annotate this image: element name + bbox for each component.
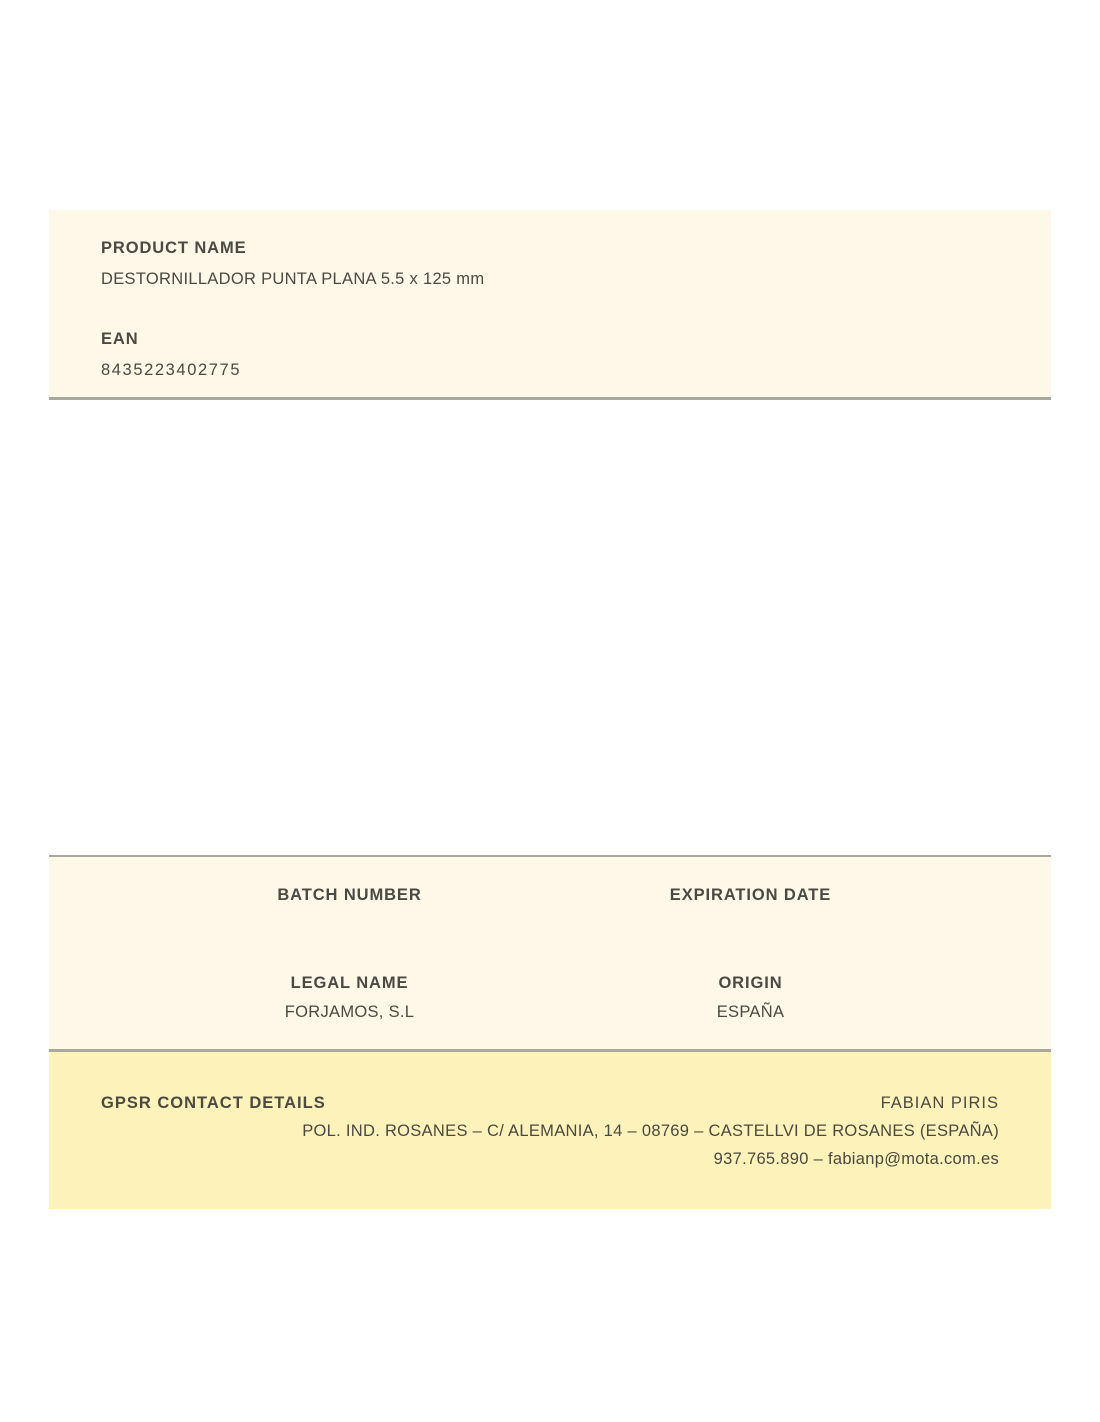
gpsr-contact-details-label: GPSR CONTACT DETAILS [101,1094,326,1112]
batch-number-column [149,885,550,905]
gpsr-contact-panel [49,1052,1051,1209]
ean-value: 8435223402775 [101,361,242,379]
legal-origin-row [149,973,951,1022]
gpsr-header-row [101,1093,999,1113]
gpsr-phone-email: 937.765.890 – fabianp@mota.com.es [713,1150,999,1168]
origin-column [550,973,951,1022]
legal-name-label: LEGAL NAME [290,974,409,992]
batch-number-label: BATCH NUMBER [277,886,422,904]
legal-name-column [149,973,550,1022]
legal-name-value: FORJAMOS, S.L [284,1003,415,1021]
product-info-panel [49,210,1051,400]
batch-expiration-row [149,885,951,905]
expiration-date-label: EXPIRATION DATE [669,886,832,904]
origin-value: ESPAÑA [716,1003,785,1021]
origin-label: ORIGIN [718,974,783,992]
product-name-label: PRODUCT NAME [101,239,247,257]
spacer [101,289,999,329]
product-name-value: DESTORNILLADOR PUNTA PLANA 5.5 x 125 mm [101,270,485,288]
ean-label: EAN [101,330,139,348]
gpsr-contact-name: FABIAN PIRIS [880,1094,999,1112]
batch-origin-panel [49,855,1051,1052]
expiration-date-column [550,885,951,905]
gpsr-address: POL. IND. ROSANES – C/ ALEMANIA, 14 – 08769 – CASTELLVI DE ROSANES (ESPAÑA) [302,1122,999,1140]
